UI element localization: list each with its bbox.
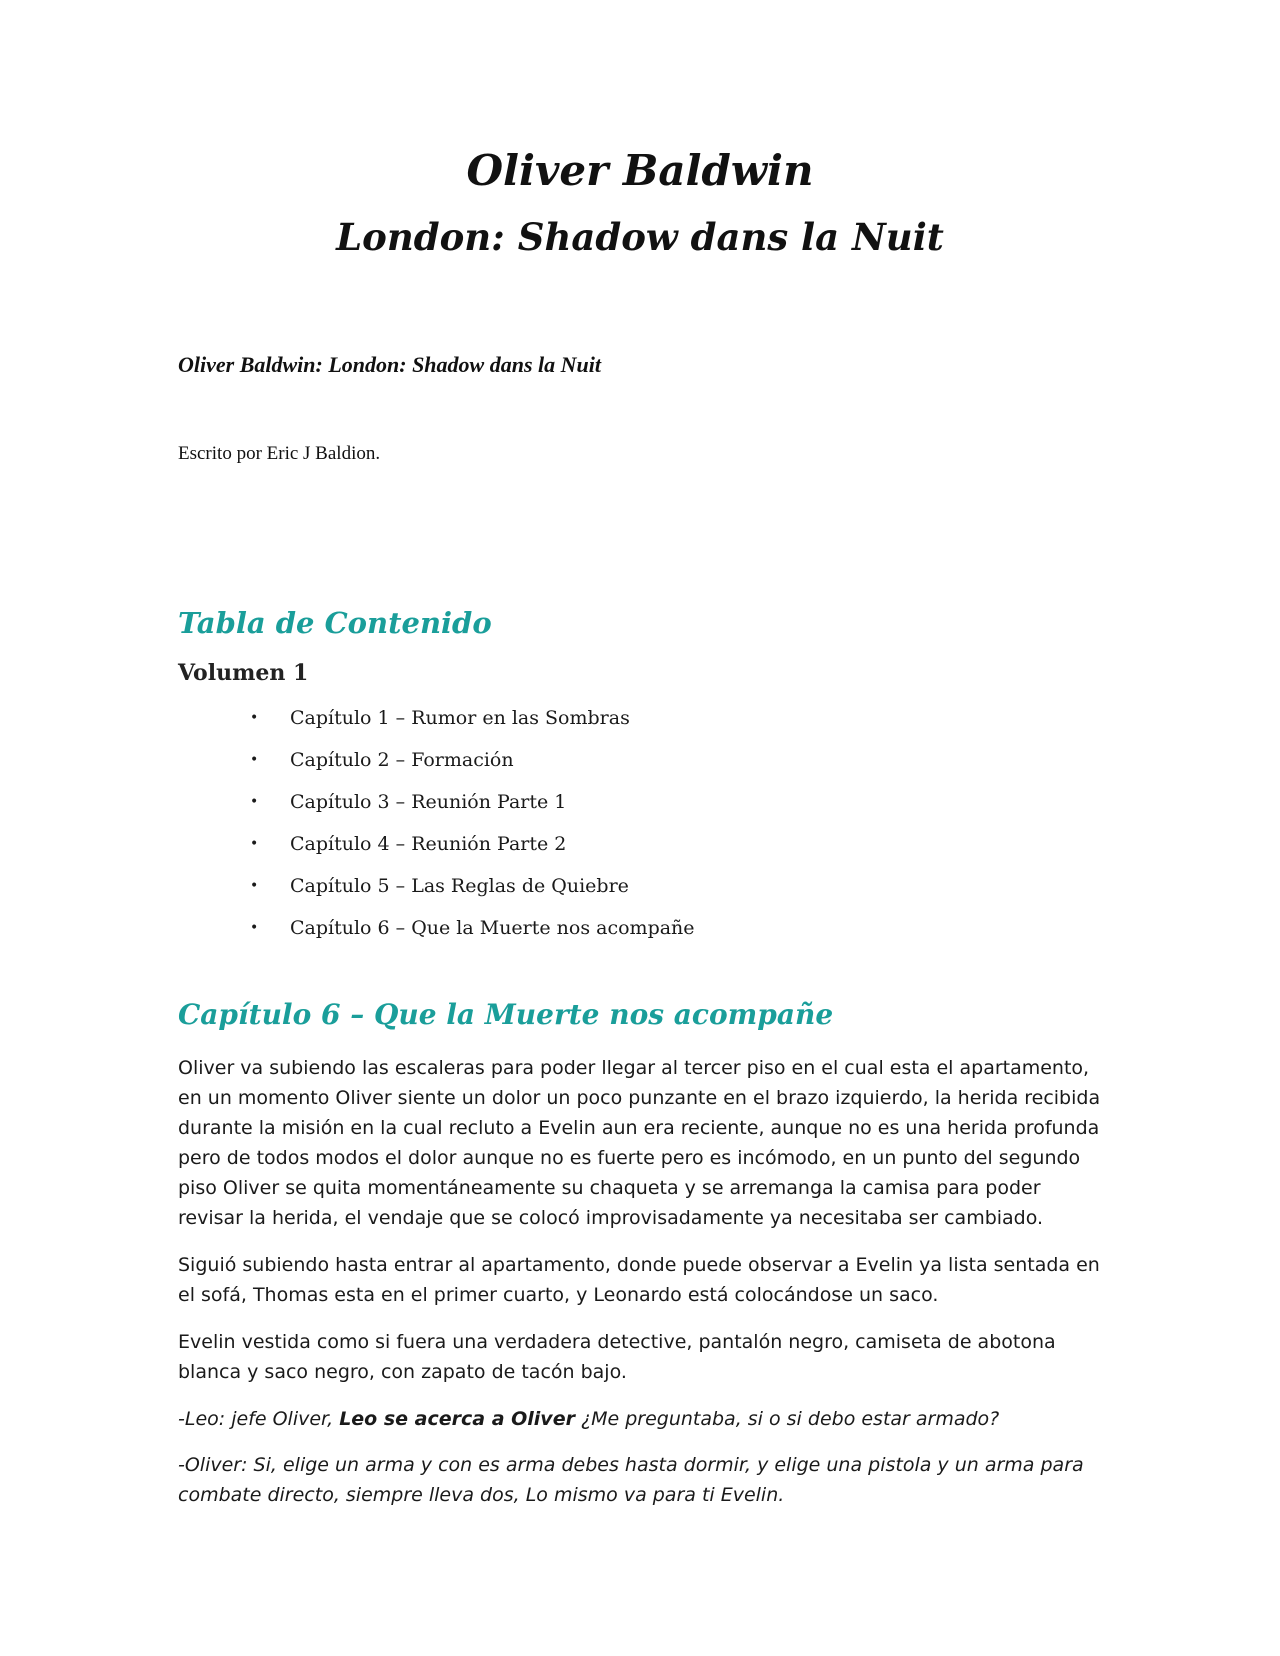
bullet-icon: • — [250, 794, 259, 810]
toc-item[interactable] — [250, 830, 695, 872]
bullet-icon: • — [250, 920, 259, 936]
dialogue-oliver: -Oliver: Si, elige un arma y con es arma debes hasta dormir, y elige una pistola y un arma para combate directo, siempre lleva dos, Lo mismo va para ti Evelin. — [178, 1454, 1084, 1506]
bullet-icon: • — [250, 836, 259, 852]
author-line: Escrito por Eric J Baldion. — [178, 443, 381, 464]
document-title: Oliver Baldwin — [466, 146, 814, 195]
dialogue-leo — [178, 1404, 1108, 1434]
toc-item[interactable] — [250, 788, 695, 830]
toc-item[interactable] — [250, 704, 695, 746]
toc-item[interactable] — [250, 746, 695, 788]
toc-item-label: Capítulo 4 – Reunión Parte 2 — [290, 833, 567, 855]
dialogue-leo-start: -Leo: jefe Oliver, — [178, 1408, 340, 1430]
chapter-paragraph: Evelin vestida como si fuera una verdadera detective, pantalón negro, camiseta de abotona blanca y saco negro, con zapato de tacón bajo. — [178, 1331, 1056, 1383]
document-subtitle: London: Shadow dans la Nuit — [336, 215, 944, 259]
chapter-heading: Capítulo 6 – Que la Muerte nos acompañe — [178, 998, 834, 1031]
bullet-icon: • — [250, 752, 259, 768]
toc-item-label: Capítulo 5 – Las Reglas de Quiebre — [290, 875, 629, 897]
toc-item-label: Capítulo 2 – Formación — [290, 749, 514, 771]
toc-item[interactable] — [250, 872, 695, 914]
volume-heading: Volumen 1 — [178, 660, 309, 686]
dialogue-leo-end: ¿Me preguntaba, si o si debo estar armado? — [574, 1408, 1000, 1430]
chapter-paragraph: Siguió subiendo hasta entrar al apartamento, donde puede observar a Evelin ya lista sentada en el sofá, Thomas esta en el primer cuarto, y Leonardo está colocándose un saco. — [178, 1254, 1100, 1306]
full-title-line: Oliver Baldwin: London: Shadow dans la Nuit — [178, 352, 601, 377]
bullet-icon: • — [250, 878, 259, 894]
toc-item-label: Capítulo 1 – Rumor en las Sombras — [290, 707, 630, 729]
dialogue-leo-action: Leo se acerca a Oliver — [339, 1408, 575, 1430]
chapter-paragraph: Oliver va subiendo las escaleras para poder llegar al tercer piso en el cual esta el apartamento, en un momento Oliver siente un dolor un poco punzante en el brazo izquierdo, la herida recibida durante la misión en la cual recluto a Evelin aun era reciente, aunque no es una herida profunda pero de todos modos el dolor aunque no es fuerte pero es incómodo, en un punto del segundo piso Oliver se quita momentáneamente su chaqueta y se arremanga la camisa para poder revisar la herida, el vendaje que se colocó improvisadamente ya necesitaba ser cambiado. — [178, 1057, 1101, 1229]
toc-list — [250, 704, 695, 956]
toc-item-label: Capítulo 6 – Que la Muerte nos acompañe — [290, 917, 695, 939]
toc-heading: Tabla de Contenido — [178, 606, 492, 640]
toc-item-label: Capítulo 3 – Reunión Parte 1 — [290, 791, 567, 813]
toc-item[interactable] — [250, 914, 695, 956]
bullet-icon: • — [250, 710, 259, 726]
